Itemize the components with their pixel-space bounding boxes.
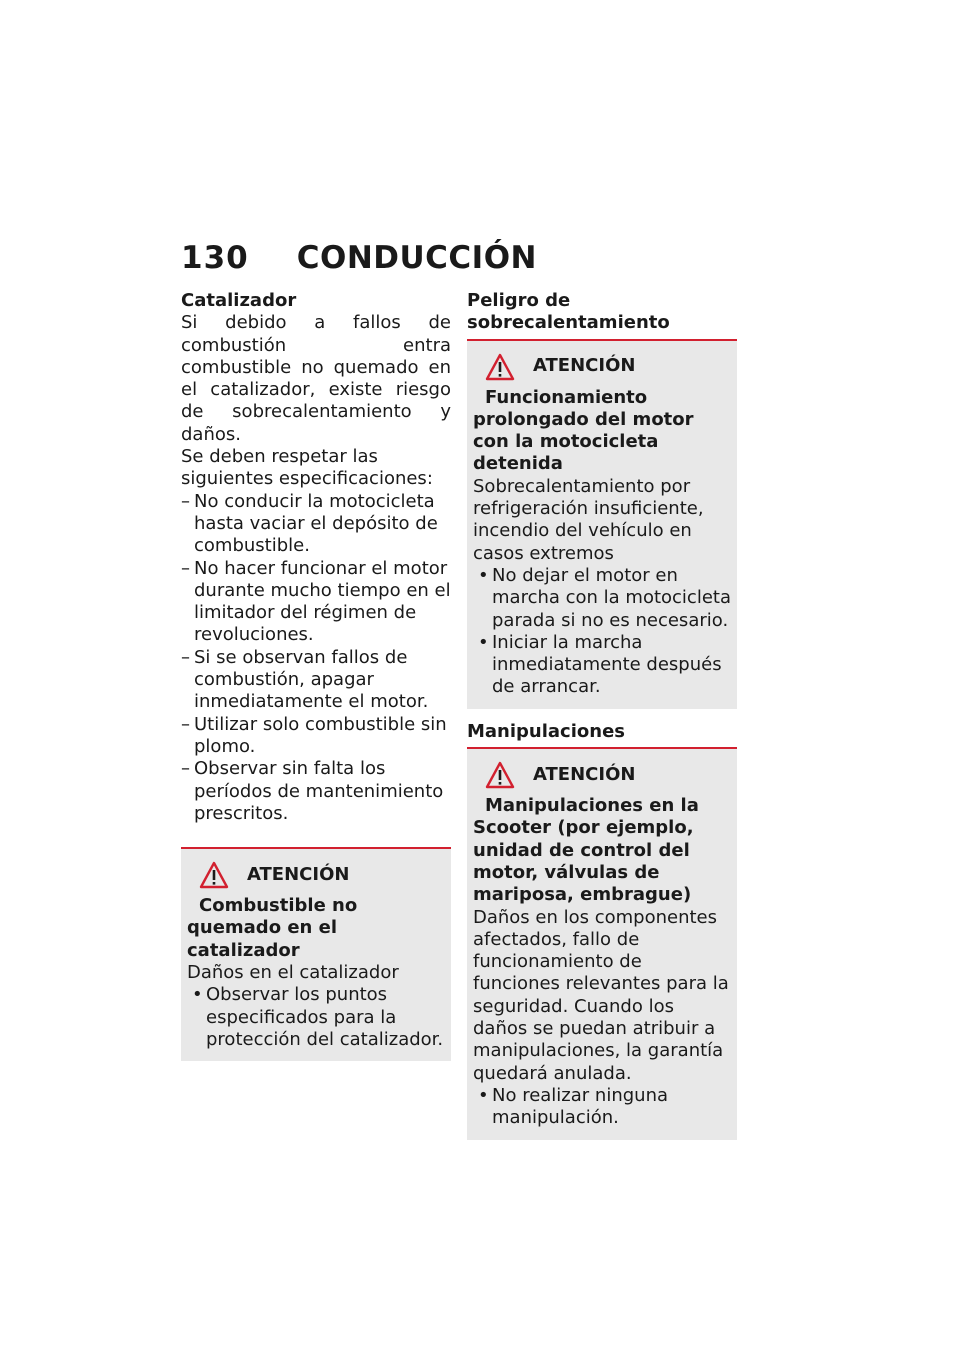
- specification-list: [181, 491, 451, 825]
- warning-box-manipulaciones: [467, 747, 737, 1139]
- warning-box-sobrecalentamiento: [467, 339, 737, 709]
- warning-title: Manipulaciones en la Scooter (por ejemplo, unidad de control del motor, válvulas de mariposa, embrague): [473, 795, 699, 906]
- warning-desc: Sobrecalentamiento por refrigeración insuficiente, incendio del vehículo en casos extremos: [473, 475, 704, 564]
- warning-triangle-icon: [485, 353, 515, 381]
- warning-header: [199, 861, 445, 889]
- warning-triangle-icon: [199, 861, 229, 889]
- warning-label: ATENCIÓN: [533, 763, 636, 785]
- list-item: – No conducir la motocicleta hasta vaciar el depósito de combustible.: [181, 491, 451, 558]
- page-number: 130: [181, 240, 249, 276]
- warning-bullets: [473, 1085, 731, 1130]
- warning-bullets: [187, 984, 445, 1051]
- warning-header: [485, 353, 731, 381]
- warning-bullets: [473, 565, 731, 699]
- list-item: – No hacer funcionar el motor durante mucho tiempo en el limitador del régimen de revoluciones.: [181, 558, 451, 647]
- section-title-manipulaciones: Manipulaciones: [467, 720, 626, 742]
- right-column: [467, 290, 737, 1140]
- list-item: • No dejar el motor en marcha con la motocicleta parada si no es necesario.: [473, 565, 731, 632]
- warning-title: Funcionamiento prolongado del motor con la motocicleta detenida: [473, 386, 694, 475]
- warning-title: Combustible no quemado en el catalizador: [187, 895, 358, 961]
- left-column: [181, 290, 451, 1061]
- warning-box-catalizador: [181, 847, 451, 1061]
- warning-desc: Daños en los componentes afectados, fallo de funcionamiento de funciones relevantes para la seguridad. Cuando los daños se puedan atribuir a manipulaciones, la garantía quedará anulada.: [473, 906, 729, 1084]
- list-item: • Iniciar la marcha inmediatamente después de arrancar.: [473, 632, 731, 699]
- section-title-catalizador: Catalizador: [181, 290, 297, 311]
- list-item: – Utilizar solo combustible sin plomo.: [181, 714, 451, 759]
- warning-desc: Daños en el catalizador: [187, 962, 399, 984]
- warning-label: ATENCIÓN: [247, 863, 350, 885]
- catalizador-intro: Si debido a fallos de combustión entra combustible no quemado en el catalizador, existe riesgo de sobrecalentamiento y daños.: [181, 312, 451, 445]
- list-item: – Si se observan fallos de combustión, apagar inmediatamente el motor.: [181, 647, 451, 714]
- warning-label: ATENCIÓN: [533, 355, 636, 377]
- warning-header: [485, 761, 731, 789]
- list-item: – Observar sin falta los períodos de mantenimiento prescritos.: [181, 758, 451, 825]
- list-item: • Observar los puntos especificados para la protección del catalizador.: [187, 984, 445, 1051]
- catalizador-lead: Se deben respetar las siguientes especificaciones:: [181, 446, 433, 490]
- page-header: [181, 240, 537, 276]
- list-item: • No realizar ninguna manipulación.: [473, 1085, 731, 1130]
- chapter-title: CONDUCCIÓN: [296, 240, 538, 276]
- section-title-sobrecalentamiento: Peligro de sobrecalentamiento: [467, 290, 670, 334]
- warning-triangle-icon: [485, 761, 515, 789]
